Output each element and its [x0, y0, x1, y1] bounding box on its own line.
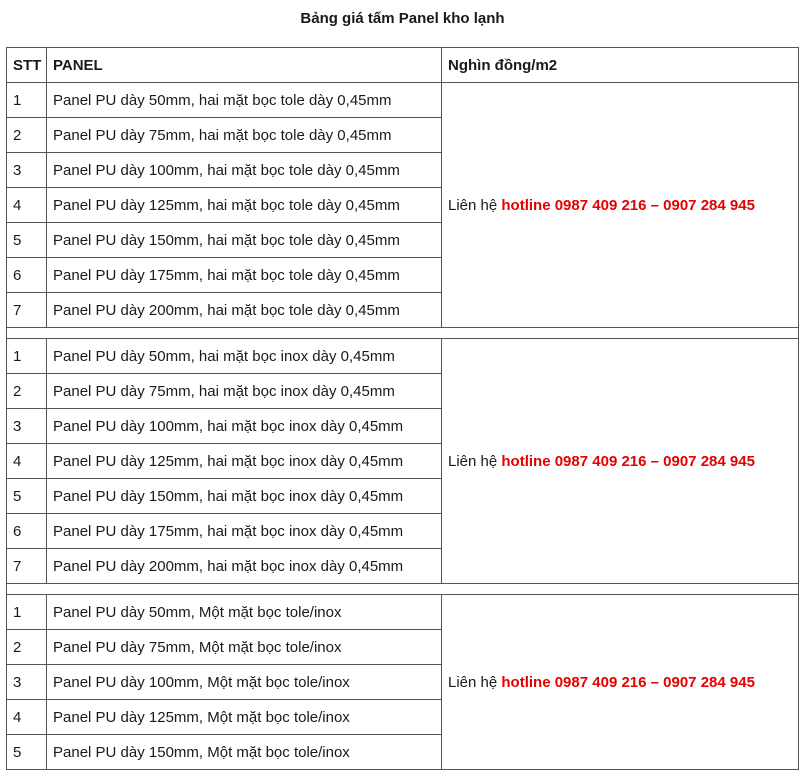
panel-cell: Panel PU dày 100mm, hai mặt bọc tole dày 0,45mm	[47, 153, 442, 188]
panel-cell: Panel PU dày 175mm, hai mặt bọc tole dày 0,45mm	[47, 258, 442, 293]
stt-cell: 1	[7, 339, 47, 374]
stt-cell: 7	[7, 549, 47, 584]
panel-cell: Panel PU dày 125mm, hai mặt bọc tole dày 0,45mm	[47, 188, 442, 223]
panel-cell: Panel PU dày 75mm, hai mặt bọc inox dày 0,45mm	[47, 374, 442, 409]
hotline-text: hotline 0987 409 216 – 0907 284 945	[501, 452, 755, 470]
stt-cell: 3	[7, 665, 47, 700]
panel-cell: Panel PU dày 175mm, hai mặt bọc inox dày 0,45mm	[47, 514, 442, 549]
stt-cell: 6	[7, 514, 47, 549]
contact-prefix: Liên hệ	[448, 452, 498, 470]
panel-cell: Panel PU dày 125mm, Một mặt bọc tole/inox	[47, 700, 442, 735]
hotline-text: hotline 0987 409 216 – 0907 284 945	[501, 196, 755, 214]
stt-cell: 4	[7, 700, 47, 735]
stt-cell: 2	[7, 630, 47, 665]
stt-cell: 2	[7, 118, 47, 153]
stt-cell: 6	[7, 258, 47, 293]
panel-cell: Panel PU dày 125mm, hai mặt bọc inox dày 0,45mm	[47, 444, 442, 479]
stt-cell: 7	[7, 293, 47, 328]
group-separator-row	[7, 328, 799, 339]
stt-cell: 5	[7, 223, 47, 258]
header-stt: STT	[7, 48, 47, 83]
stt-cell: 1	[7, 595, 47, 630]
panel-cell: Panel PU dày 100mm, hai mặt bọc inox dày 0,45mm	[47, 409, 442, 444]
panel-cell: Panel PU dày 75mm, hai mặt bọc tole dày 0,45mm	[47, 118, 442, 153]
panel-cell: Panel PU dày 75mm, Một mặt bọc tole/inox	[47, 630, 442, 665]
price-table-body	[7, 83, 799, 770]
stt-cell: 4	[7, 188, 47, 223]
table-title: Bảng giá tấm Panel kho lạnh	[300, 10, 505, 27]
header-panel: PANEL	[47, 48, 442, 83]
panel-cell: Panel PU dày 50mm, Một mặt bọc tole/inox	[47, 595, 442, 630]
group-separator-cell	[7, 328, 799, 339]
stt-cell: 3	[7, 153, 47, 188]
panel-cell: Panel PU dày 200mm, hai mặt bọc tole dày 0,45mm	[47, 293, 442, 328]
table-row	[7, 339, 799, 374]
panel-cell: Panel PU dày 150mm, hai mặt bọc inox dày 0,45mm	[47, 479, 442, 514]
stt-cell: 3	[7, 409, 47, 444]
stt-cell: 1	[7, 83, 47, 118]
hotline-text: hotline 0987 409 216 – 0907 284 945	[501, 673, 755, 691]
stt-cell: 4	[7, 444, 47, 479]
contact-prefix: Liên hệ	[448, 196, 498, 214]
group-separator-cell	[7, 584, 799, 595]
table-row	[7, 595, 799, 630]
group-separator-row	[7, 584, 799, 595]
panel-cell: Panel PU dày 200mm, hai mặt bọc inox dày 0,45mm	[47, 549, 442, 584]
header-row	[7, 48, 799, 83]
price-contact-cell	[442, 83, 799, 328]
table-row	[7, 83, 799, 118]
price-contact-cell	[442, 595, 799, 770]
price-contact-cell	[442, 339, 799, 584]
stt-cell: 2	[7, 374, 47, 409]
header-price: Nghìn đồng/m2	[442, 48, 799, 83]
panel-cell: Panel PU dày 150mm, hai mặt bọc tole dày 0,45mm	[47, 223, 442, 258]
panel-cell: Panel PU dày 150mm, Một mặt bọc tole/inox	[47, 735, 442, 770]
panel-cell: Panel PU dày 50mm, hai mặt bọc tole dày 0,45mm	[47, 83, 442, 118]
stt-cell: 5	[7, 735, 47, 770]
price-table	[6, 47, 799, 770]
panel-cell: Panel PU dày 50mm, hai mặt bọc inox dày 0,45mm	[47, 339, 442, 374]
panel-cell: Panel PU dày 100mm, Một mặt bọc tole/inox	[47, 665, 442, 700]
stt-cell: 5	[7, 479, 47, 514]
contact-prefix: Liên hệ	[448, 673, 498, 691]
